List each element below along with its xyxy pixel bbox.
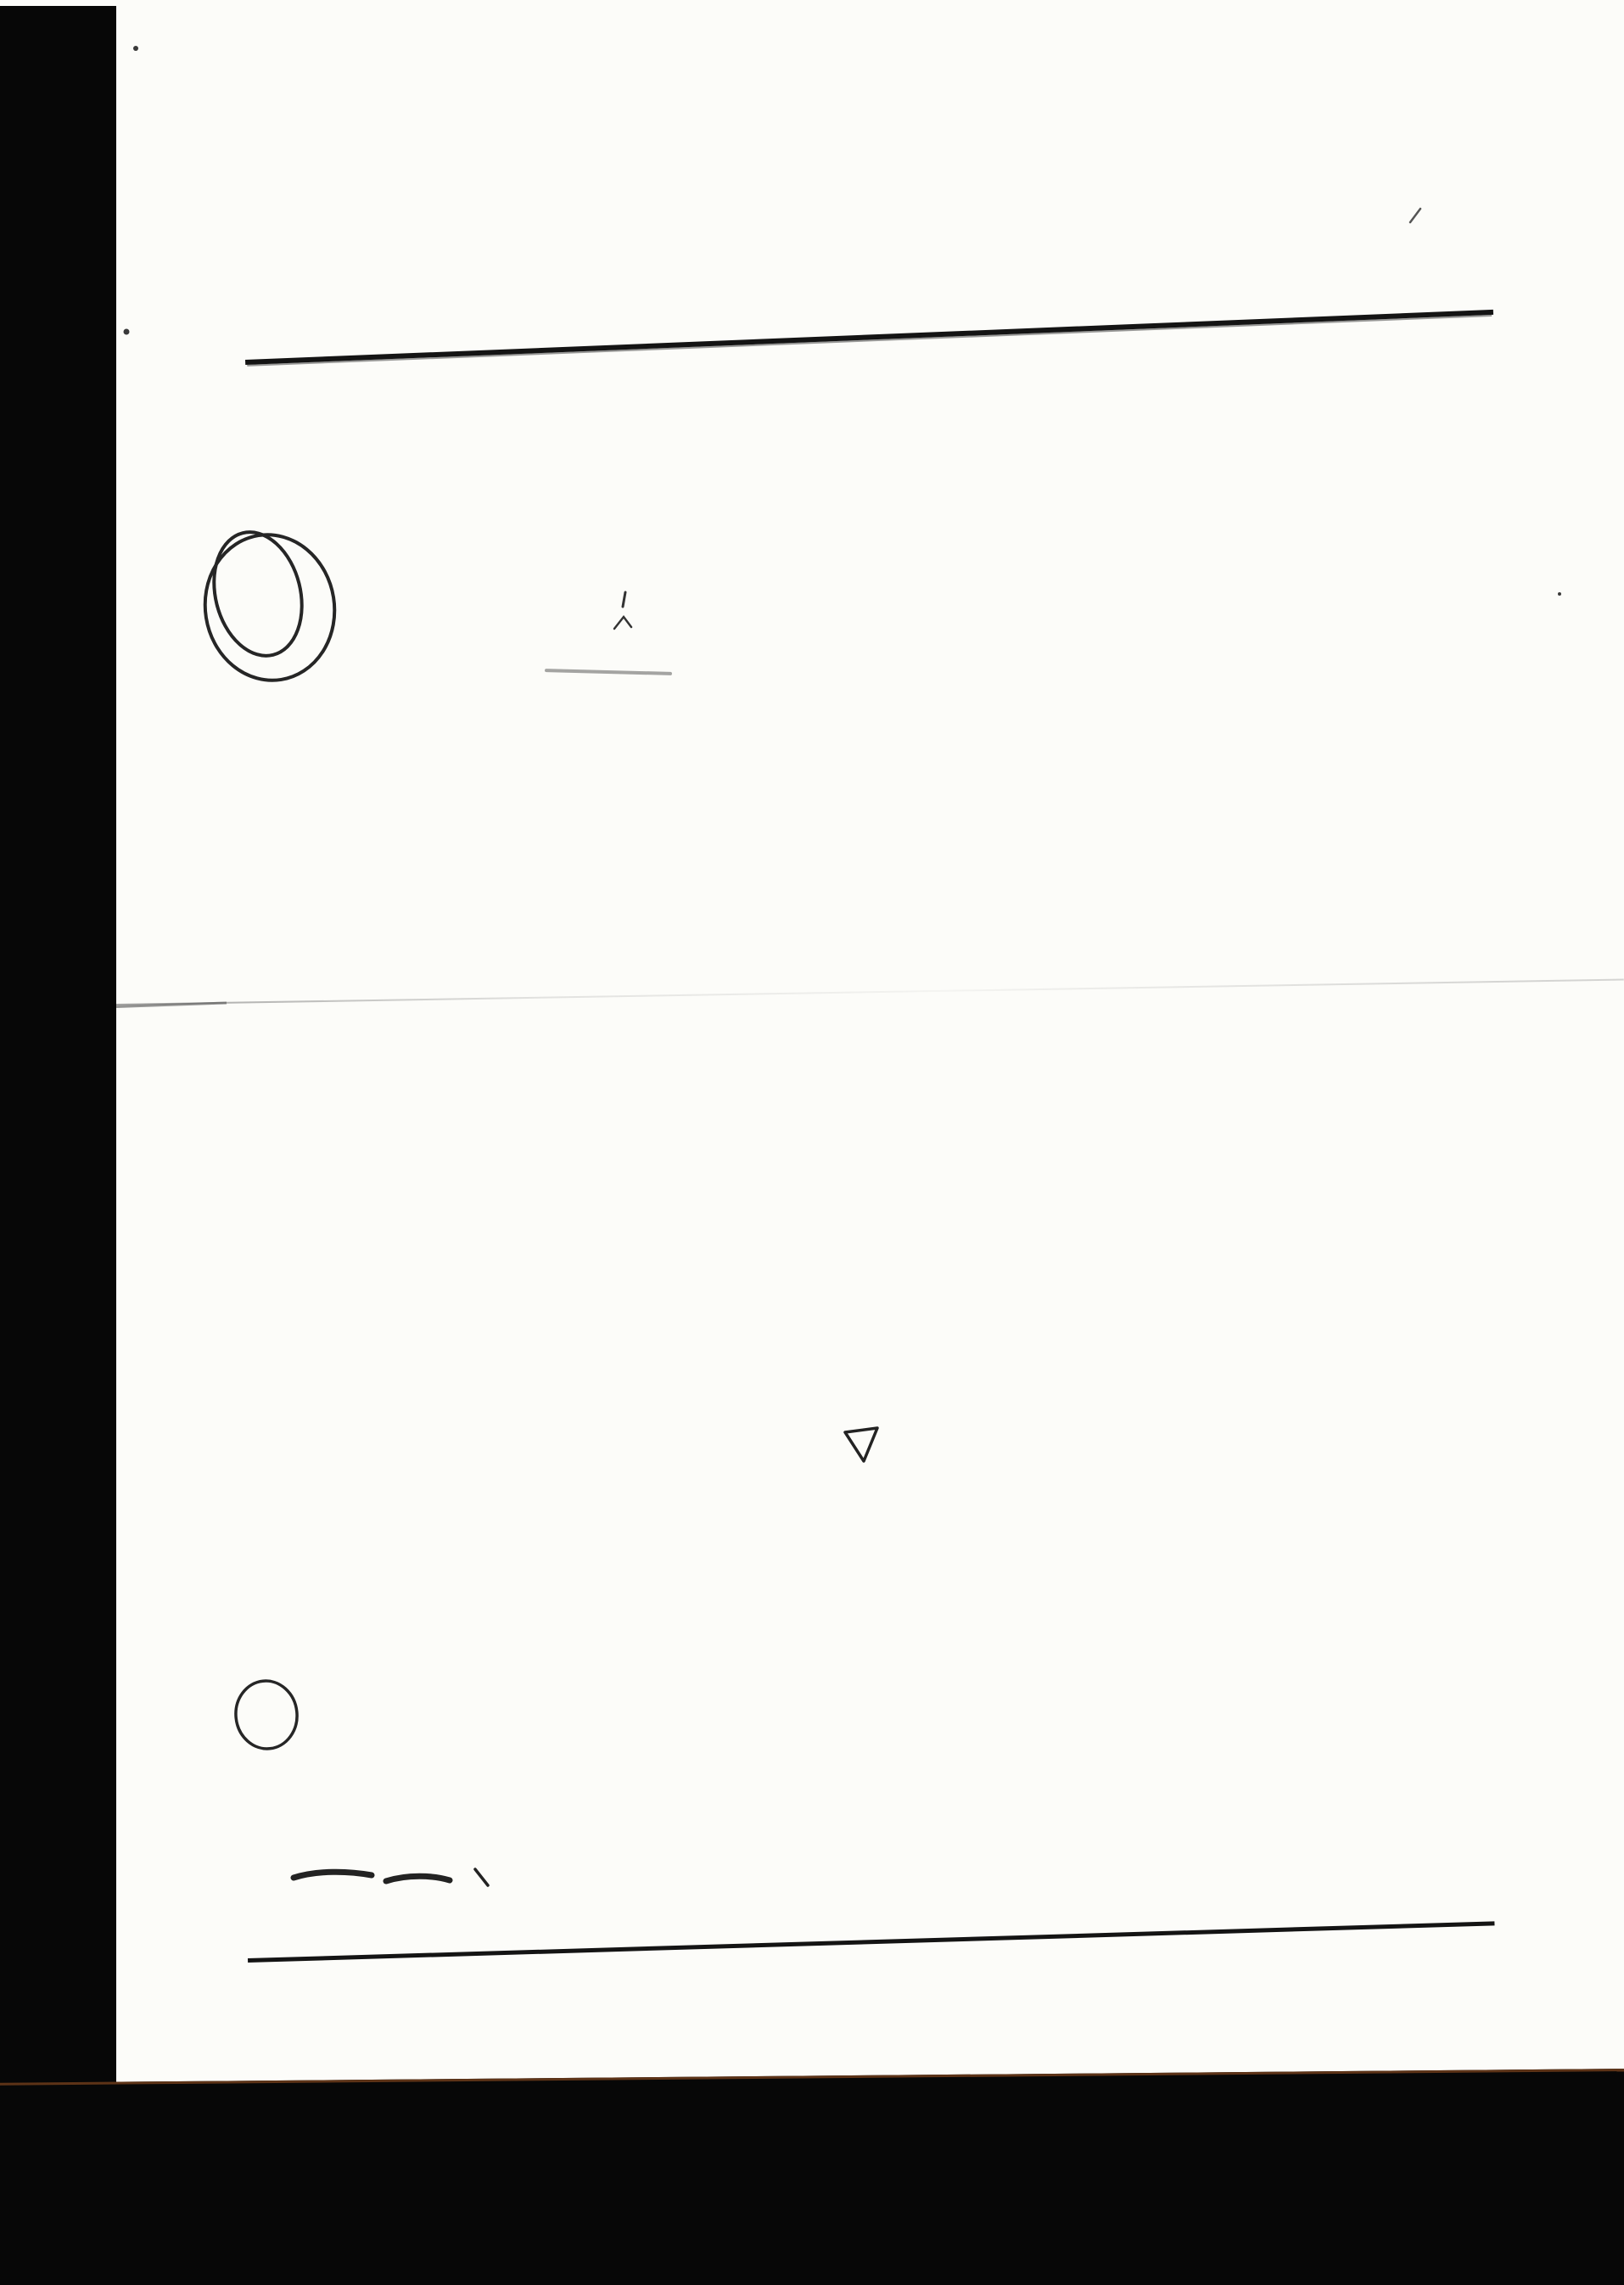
scanner-bottom-black-band xyxy=(0,2069,1624,2285)
scanner-left-black-band xyxy=(0,6,116,2285)
